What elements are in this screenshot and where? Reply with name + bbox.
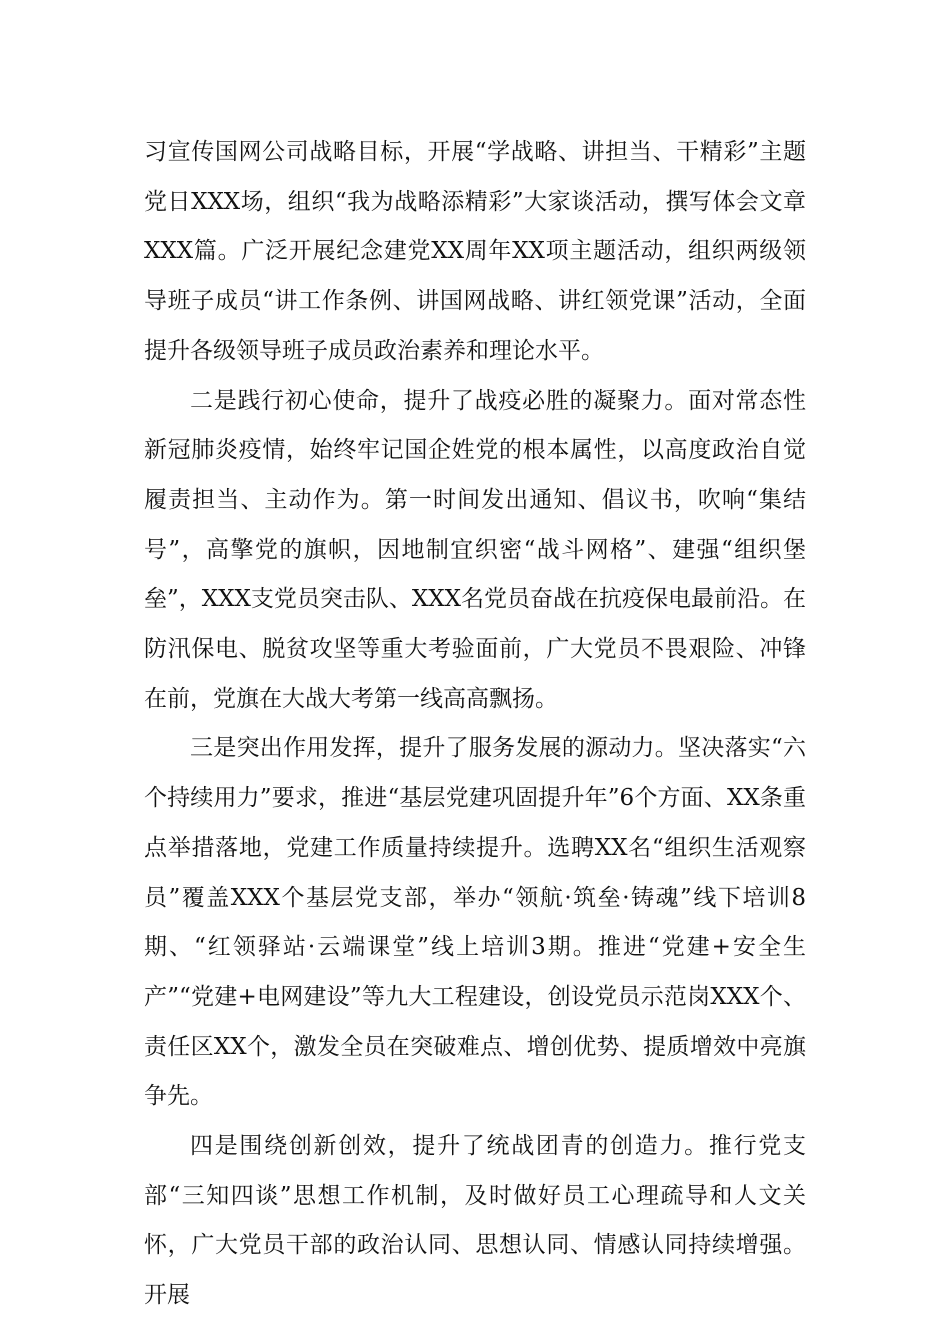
paragraph-4: 四是围绕创新创效，提升了统战团青的创造力。推行党支部“三知四谈”思想工作机制，及时做好员工心理疏导和人文关怀，广大党员干部的政治认同、思想认同、情感认同持续增强。开展 xyxy=(144,1133,806,1309)
document-body xyxy=(144,128,806,1321)
paragraph-2: 二是践行初心使命，提升了战疫必胜的凝聚力。面对常态性新冠肺炎疫情，始终牢记国企姓党的根本属性，以高度政治自觉履责担当、主动作为。第一时间发出通知、倡议书，吹响“集结号”，高擎党的旗帜，因地制宜织密“战斗网格”、建强“组织堡垒”，XXX支党员突击队、XXX名党员奋战在抗疫保电最前沿。在防汛保电、脱贫攻坚等重大考验面前，广大党员不畏艰险、冲锋在前，党旗在大战大考第一线高高飘扬。 xyxy=(144,387,807,712)
paragraph-1: 习宣传国网公司战略目标，开展“学战略、讲担当、干精彩”主题党日XXX场，组织“我为战略添精彩”大家谈活动，撰写体会文章XXX篇。广泛开展纪念建党XX周年XX项主题活动，组织两级领导班子成员“讲工作条例、讲国网战略、讲红领党课”活动，全面提升各级领导班子成员政治素养和理论水平。 xyxy=(144,139,806,364)
paragraph-3: 三是突出作用发挥，提升了服务发展的源动力。坚决落实“六个持续用力”要求，推进“基层党建巩固提升年”6个方面、XX条重点举措落地，党建工作质量持续提升。选聘XX名“组织生活观察员”覆盖XXX个基层党支部，举办“领航·筑垒·铸魂”线下培训8期、“红领驿站·云端课堂”线上培训3期。推进“党建+安全生产”“党建+电网建设”等九大工程建设，创设党员示范岗XXX个、责任区XX个，激发全员在突破难点、增创优势、提质增效中亮旗争先。 xyxy=(144,735,806,1110)
